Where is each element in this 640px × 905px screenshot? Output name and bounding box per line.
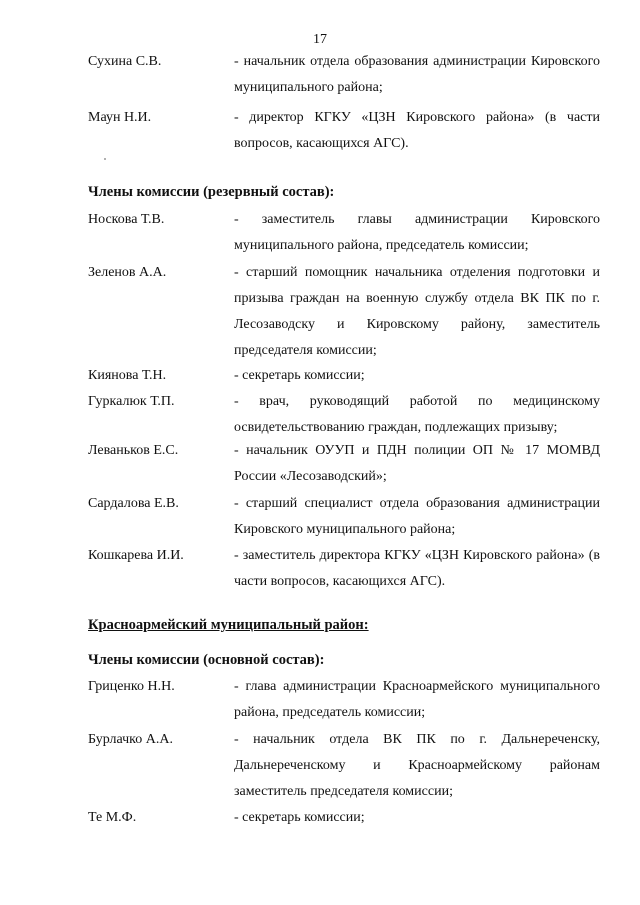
member-name: Сардалова Е.В. xyxy=(88,496,179,511)
section-heading-reserve: Члены комиссии (резервный состав): xyxy=(88,184,335,200)
member-role: - директор КГКУ «ЦЗН Кировского района» (в части вопросов, касающихся АГС). xyxy=(234,110,600,151)
member-role: - начальник отдела ВК ПК по г. Дальнереченску, Дальнереченскому и Красноармейскому районам заместитель председателя комиссии; xyxy=(234,732,600,799)
member-role: - секретарь комиссии; xyxy=(234,368,365,383)
member-role: - секретарь комиссии; xyxy=(234,810,365,825)
scan-speck xyxy=(104,158,106,160)
member-role: - врач, руководящий работой по медицинскому освидетельствованию граждан, подлежащих призыву; xyxy=(234,394,600,435)
member-name: Леваньков Е.С. xyxy=(88,443,179,458)
member-role: - начальник ОУУП и ПДН полиции ОП № 17 МОМВД России «Лесозаводский»; xyxy=(234,443,600,484)
member-role: - заместитель главы администрации Кировского муниципального района, председатель комиссии; xyxy=(234,212,600,253)
member-name: Кошкарева И.И. xyxy=(88,548,184,563)
member-name: Те М.Ф. xyxy=(88,810,137,825)
member-name: Бурлачко А.А. xyxy=(88,732,173,747)
member-role: - старший помощник начальника отделения подготовки и призыва граждан на военную службу отдела ВК ПК по г. Лесозаводску и Кировскому району, заместитель председателя комиссии; xyxy=(234,265,600,358)
member-name: Маун Н.И. xyxy=(88,110,152,125)
member-name: Киянова Т.Н. xyxy=(88,368,167,383)
member-name: Сухина С.В. xyxy=(88,54,162,69)
member-name: Гриценко Н.Н. xyxy=(88,679,175,694)
section-heading-main: Члены комиссии (основной состав): xyxy=(88,652,325,668)
member-role: - заместитель директора КГКУ «ЦЗН Кировского района» (в части вопросов, касающихся АГС). xyxy=(234,548,600,589)
district-heading: Красноармейский муниципальный район: xyxy=(88,617,369,633)
member-role: - глава администрации Красноармейского муниципального района, председатель комиссии; xyxy=(234,679,600,720)
member-role: - старший специалист отдела образования администрации Кировского муниципального района; xyxy=(234,496,600,537)
member-name: Носкова Т.В. xyxy=(88,212,165,227)
member-name: Гуркалюк Т.П. xyxy=(88,394,175,409)
member-role: - начальник отдела образования администрации Кировского муниципального района; xyxy=(234,54,600,95)
page-number: 17 xyxy=(313,32,327,47)
member-name: Зеленов А.А. xyxy=(88,265,167,280)
